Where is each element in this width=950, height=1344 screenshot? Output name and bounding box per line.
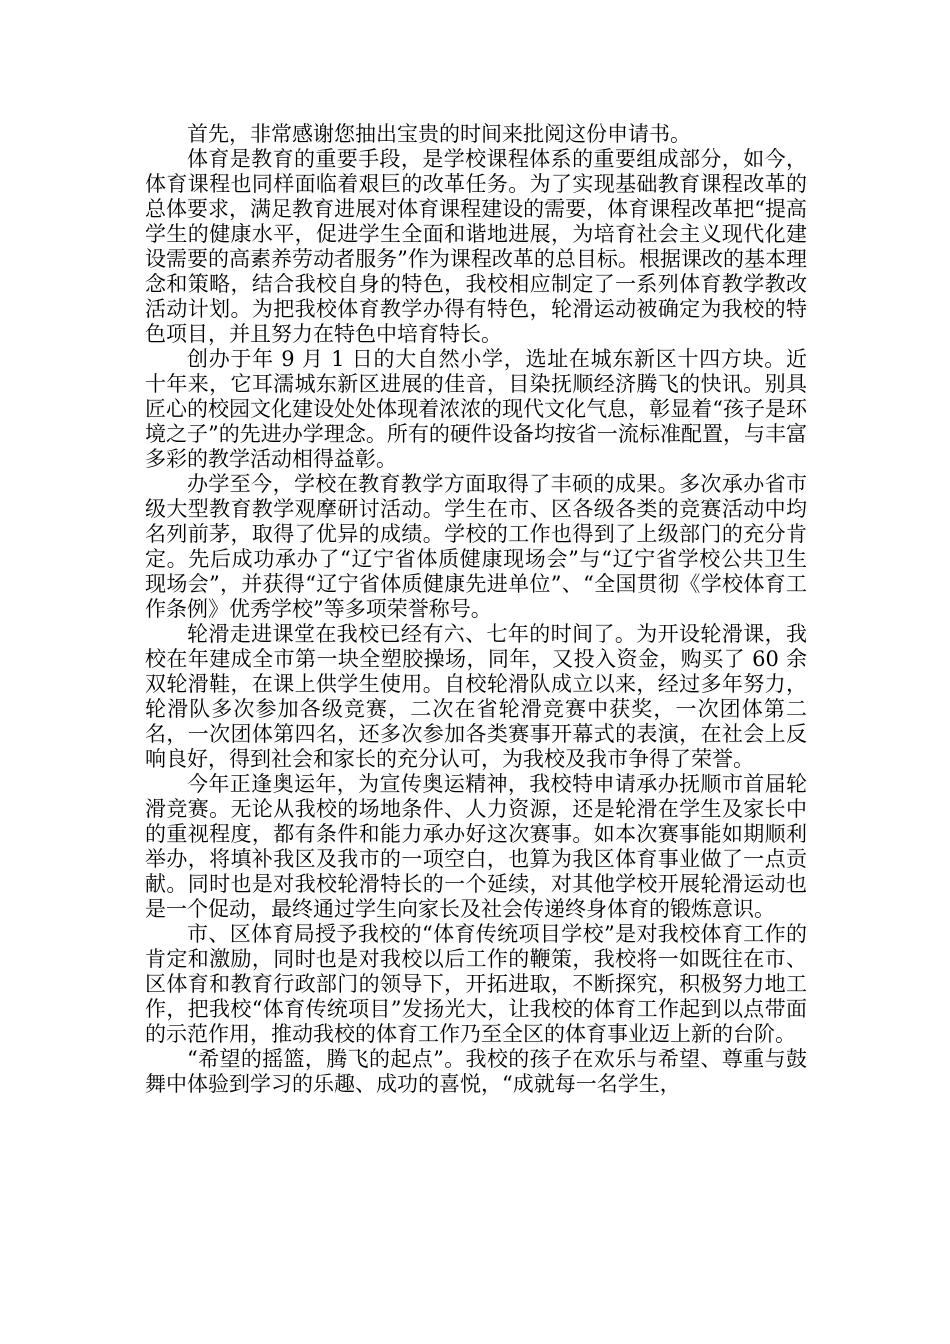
- paragraph-roller-skating-history: 轮滑走进课堂在我校已经有六、七年的时间了。为开设轮滑课，我校在年建成全市第一块全塑胶操场，同年，又投入资金，购买了 60 余双轮滑鞋，在课上供学生使用。自校轮滑队成立以来，经过多年努力，轮滑队多次参加各级竞赛，二次在省轮滑竞赛中获奖，一次团体第二名，一次团体第四名，还多次参加各类赛事开幕式的表演，在社会上反响良好，得到社会和家长的充分认可，为我校及我市争得了荣誉。: [145, 622, 807, 771]
- paragraph-traditional-sports-school: 市、区体育局授予我校的“体育传统项目学校”是对我校体育工作的肯定和激励，同时也是对我校以后工作的鞭策，我校将一如既往在市、区体育和教育行政部门的领导下，开拓进取，不断探究，积极努力地工作，把我校“体育传统项目”发扬光大，让我校的体育工作起到以点带面的示范作用，推动我校的体育工作乃至全区的体育事业迈上新的台阶。: [145, 922, 807, 1046]
- paragraph-achievements: 办学至今，学校在教育教学方面取得了丰硕的成果。多次承办省市级大型教育教学观摩研讨活动。学生在市、区各级各类的竞赛活动中均名列前茅，取得了优异的成绩。学校的工作也得到了上级部门的充分肯定。先后成功承办了“辽宁省体质健康现场会”与“辽宁省学校公共卫生现场会”，并获得“辽宁省体质健康先进单位”、“全国贯彻《学校体育工作条例》优秀学校”等多项荣誉称号。: [145, 472, 807, 621]
- paragraph-school-founding: 创办于年 9 月 1 日的大自然小学，选址在城东新区十四方块。近十年来，它耳濡城东新区进展的佳音，目染抚顺经济腾飞的快讯。别具匠心的校园文化建设处处体现着浓浓的现代文化气息，彰显着“孩子是环境之子”的先进办学理念。所有的硬件设备均按省一流标准配置，与丰富多彩的教学活动相得益彰。: [145, 347, 807, 471]
- paragraph-curriculum-reform: 体育是教育的重要手段，是学校课程体系的重要组成部分，如今，体育课程也同样面临着艰巨的改革任务。为了实现基础教育课程改革的总体要求，满足教育进展对体育课程建设的需要，体育课程改革把“提高学生的健康水平，促进学生全面和谐地进展，为培育社会主义现代化建设需要的高素养劳动者服务”作为课程改革的总目标。根据课改的基本理念和策略，结合我校自身的特色，我校相应制定了一系列体育教学教改活动计划。为把我校体育教学办得有特色，轮滑运动被确定为我校的特色项目，并且努力在特色中培育特长。: [145, 147, 807, 346]
- paragraph-competition-application: 今年正逢奥运年，为宣传奥运精神，我校特申请承办抚顺市首届轮滑竞赛。无论从我校的场地条件、人力资源，还是轮滑在学生及家长中的重视程度，都有条件和能力承办好这次赛事。如本次赛事能如期顺利举办，将填补我区及我市的一项空白，也算为我区体育事业做了一点贡献。同时也是对我校轮滑特长的一个延续，对其他学校开展轮滑运动也是一个促动，最终通过学生向家长及社会传递终身体育的锻炼意识。: [145, 772, 807, 921]
- paragraph-intro: 首先，非常感谢您抽出宝贵的时间来批阅这份申请书。: [187, 122, 691, 146]
- document-body: [145, 122, 807, 1097]
- paragraph-closing: “希望的摇篮，腾飞的起点”。我校的孩子在欢乐与希望、尊重与鼓舞中体验到学习的乐趣、成功的喜悦，“成就每一名学生，: [145, 1047, 807, 1096]
